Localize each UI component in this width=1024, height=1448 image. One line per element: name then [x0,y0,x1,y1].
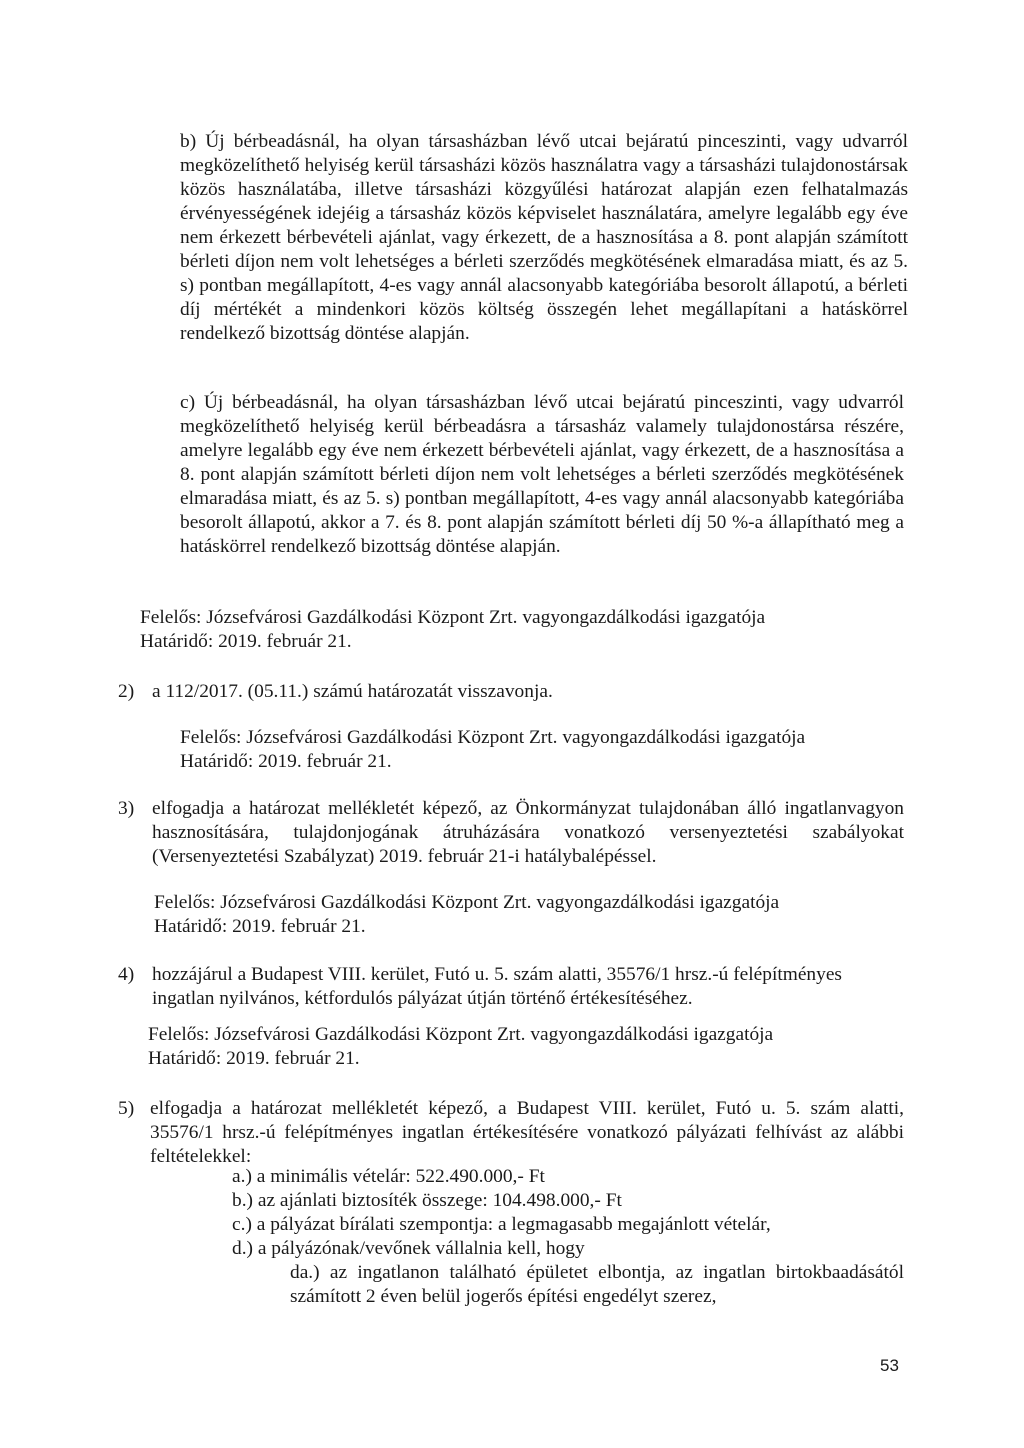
sub-item-da: da.) az ingatlanon található épületet elbontja, az ingatlan birtokbaadásától számított 2 éven belül jogerős építési engedélyt szerez, [290,1262,904,1307]
paragraph-c: c) Új bérbeadásnál, ha olyan társasházban lévő utcai bejáratú pinceszinti, vagy udvarról megközelíthető helyiség kerül bérbeadásra a társasház valamely tulajdonostársa részére, amelyre legalább egy éve nem érkezett bérbevételi ajánlat, vagy érkezett, de a hasznosítása a 8. pont alapján számított bérleti díjon nem volt lehetséges a bérleti szerződés megkötésének elmaradása miatt, és az 5. s) pontban megállapított, 4-es vagy annál alacsonyabb kategóriába besorolt állapotú, akkor a 7. és 8. pont alapján számított bérleti díj 50 %-a állapítható meg a hatáskörrel rendelkező bizottság döntése alapján. [180,392,904,557]
responsibility-block-4 [148,1023,773,1071]
page-number: 53 [880,1356,899,1375]
responsible-line: Felelős: Józsefvárosi Gazdálkodási Központ Zrt. vagyongazdálkodási igazgatója [154,892,780,913]
responsible-line: Felelős: Józsefvárosi Gazdálkodási Központ Zrt. vagyongazdálkodási igazgatója [180,727,806,748]
item-4-text [152,963,842,1011]
item-5-text: elfogadja a határozat mellékletét képező, a Budapest VIII. kerület, Futó u. 5. szám alatti, 35576/1 hrsz.-ú felépítményes ingatlan értékesítésére vonatkozó pályázati felhívást az alábbi feltételekkel: [150,1098,904,1167]
sub-item-d: d.) a pályázónak/vevőnek vállalnia kell, hogy [232,1238,585,1259]
deadline-line: Határidő: 2019. február 21. [154,916,366,937]
item-number-4: 4) [118,964,135,985]
responsibility-block-2 [180,726,805,774]
deadline-line: Határidő: 2019. február 21. [180,751,392,772]
deadline-line: Határidő: 2019. február 21. [140,631,352,652]
item-2-text: a 112/2017. (05.11.) számú határozatát visszavonja. [152,681,553,702]
deadline-line: Határidő: 2019. február 21. [148,1048,360,1069]
paragraph-b: b) Új bérbeadásnál, ha olyan társasházban lévő utcai bejáratú pinceszinti, vagy udvarról megközelíthető helyiség kerül társasházi közös használatra vagy a társasházi tulajdonostársak közös használatába, illetve társasházi közgyűlési határozat alapján ezen felhatalmazás érvényességének idejéig a társasház közös képviselet használatára, amelyre legalább egy éve nem érkezett bérbevételi ajánlat, vagy érkezett, de a hasznosítása a 8. pont alapján számított bérleti díjon nem volt lehetséges a bérleti szerződés megkötésének elmaradása miatt, és az 5. s) pontban megállapított, 4-es vagy annál alacsonyabb kategóriába besorolt állapotú, a bérleti díj mértékét a mindenkori közös költség összegén lehet megállapítani a hatáskörrel rendelkező bizottság döntése alapján. [180,131,908,344]
item-number-5: 5) [118,1098,135,1119]
item-number-3: 3) [118,798,135,819]
sub-item-a: a.) a minimális vételár: 522.490.000,- Ft [232,1166,545,1187]
item-number-2: 2) [118,681,135,702]
responsible-line: Felelős: Józsefvárosi Gazdálkodási Központ Zrt. vagyongazdálkodási igazgatója [140,607,766,628]
responsibility-block-3 [154,891,779,939]
sub-item-b: b.) az ajánlati biztosíték összege: 104.498.000,- Ft [232,1190,622,1211]
item-4-line-2: ingatlan nyilvános, kétfordulós pályázat útján történő értékesítéséhez. [152,988,693,1009]
responsibility-block-1 [140,606,765,654]
item-3-text: elfogadja a határozat mellékletét képező, az Önkormányzat tulajdonában álló ingatlanvagyon hasznosítására, tulajdonjogának átruházására vonatkozó versenyeztetési szabályokat (Versenyeztetési Szabályzat) 2019. február 21-i hatálybalépéssel. [152,798,904,867]
item-4-line-1: hozzájárul a Budapest VIII. kerület, Futó u. 5. szám alatti, 35576/1 hrsz.-ú felépítményes [152,964,842,985]
sub-item-c: c.) a pályázat bírálati szempontja: a legmagasabb megajánlott vételár, [232,1214,771,1235]
responsible-line: Felelős: Józsefvárosi Gazdálkodási Központ Zrt. vagyongazdálkodási igazgatója [148,1024,774,1045]
